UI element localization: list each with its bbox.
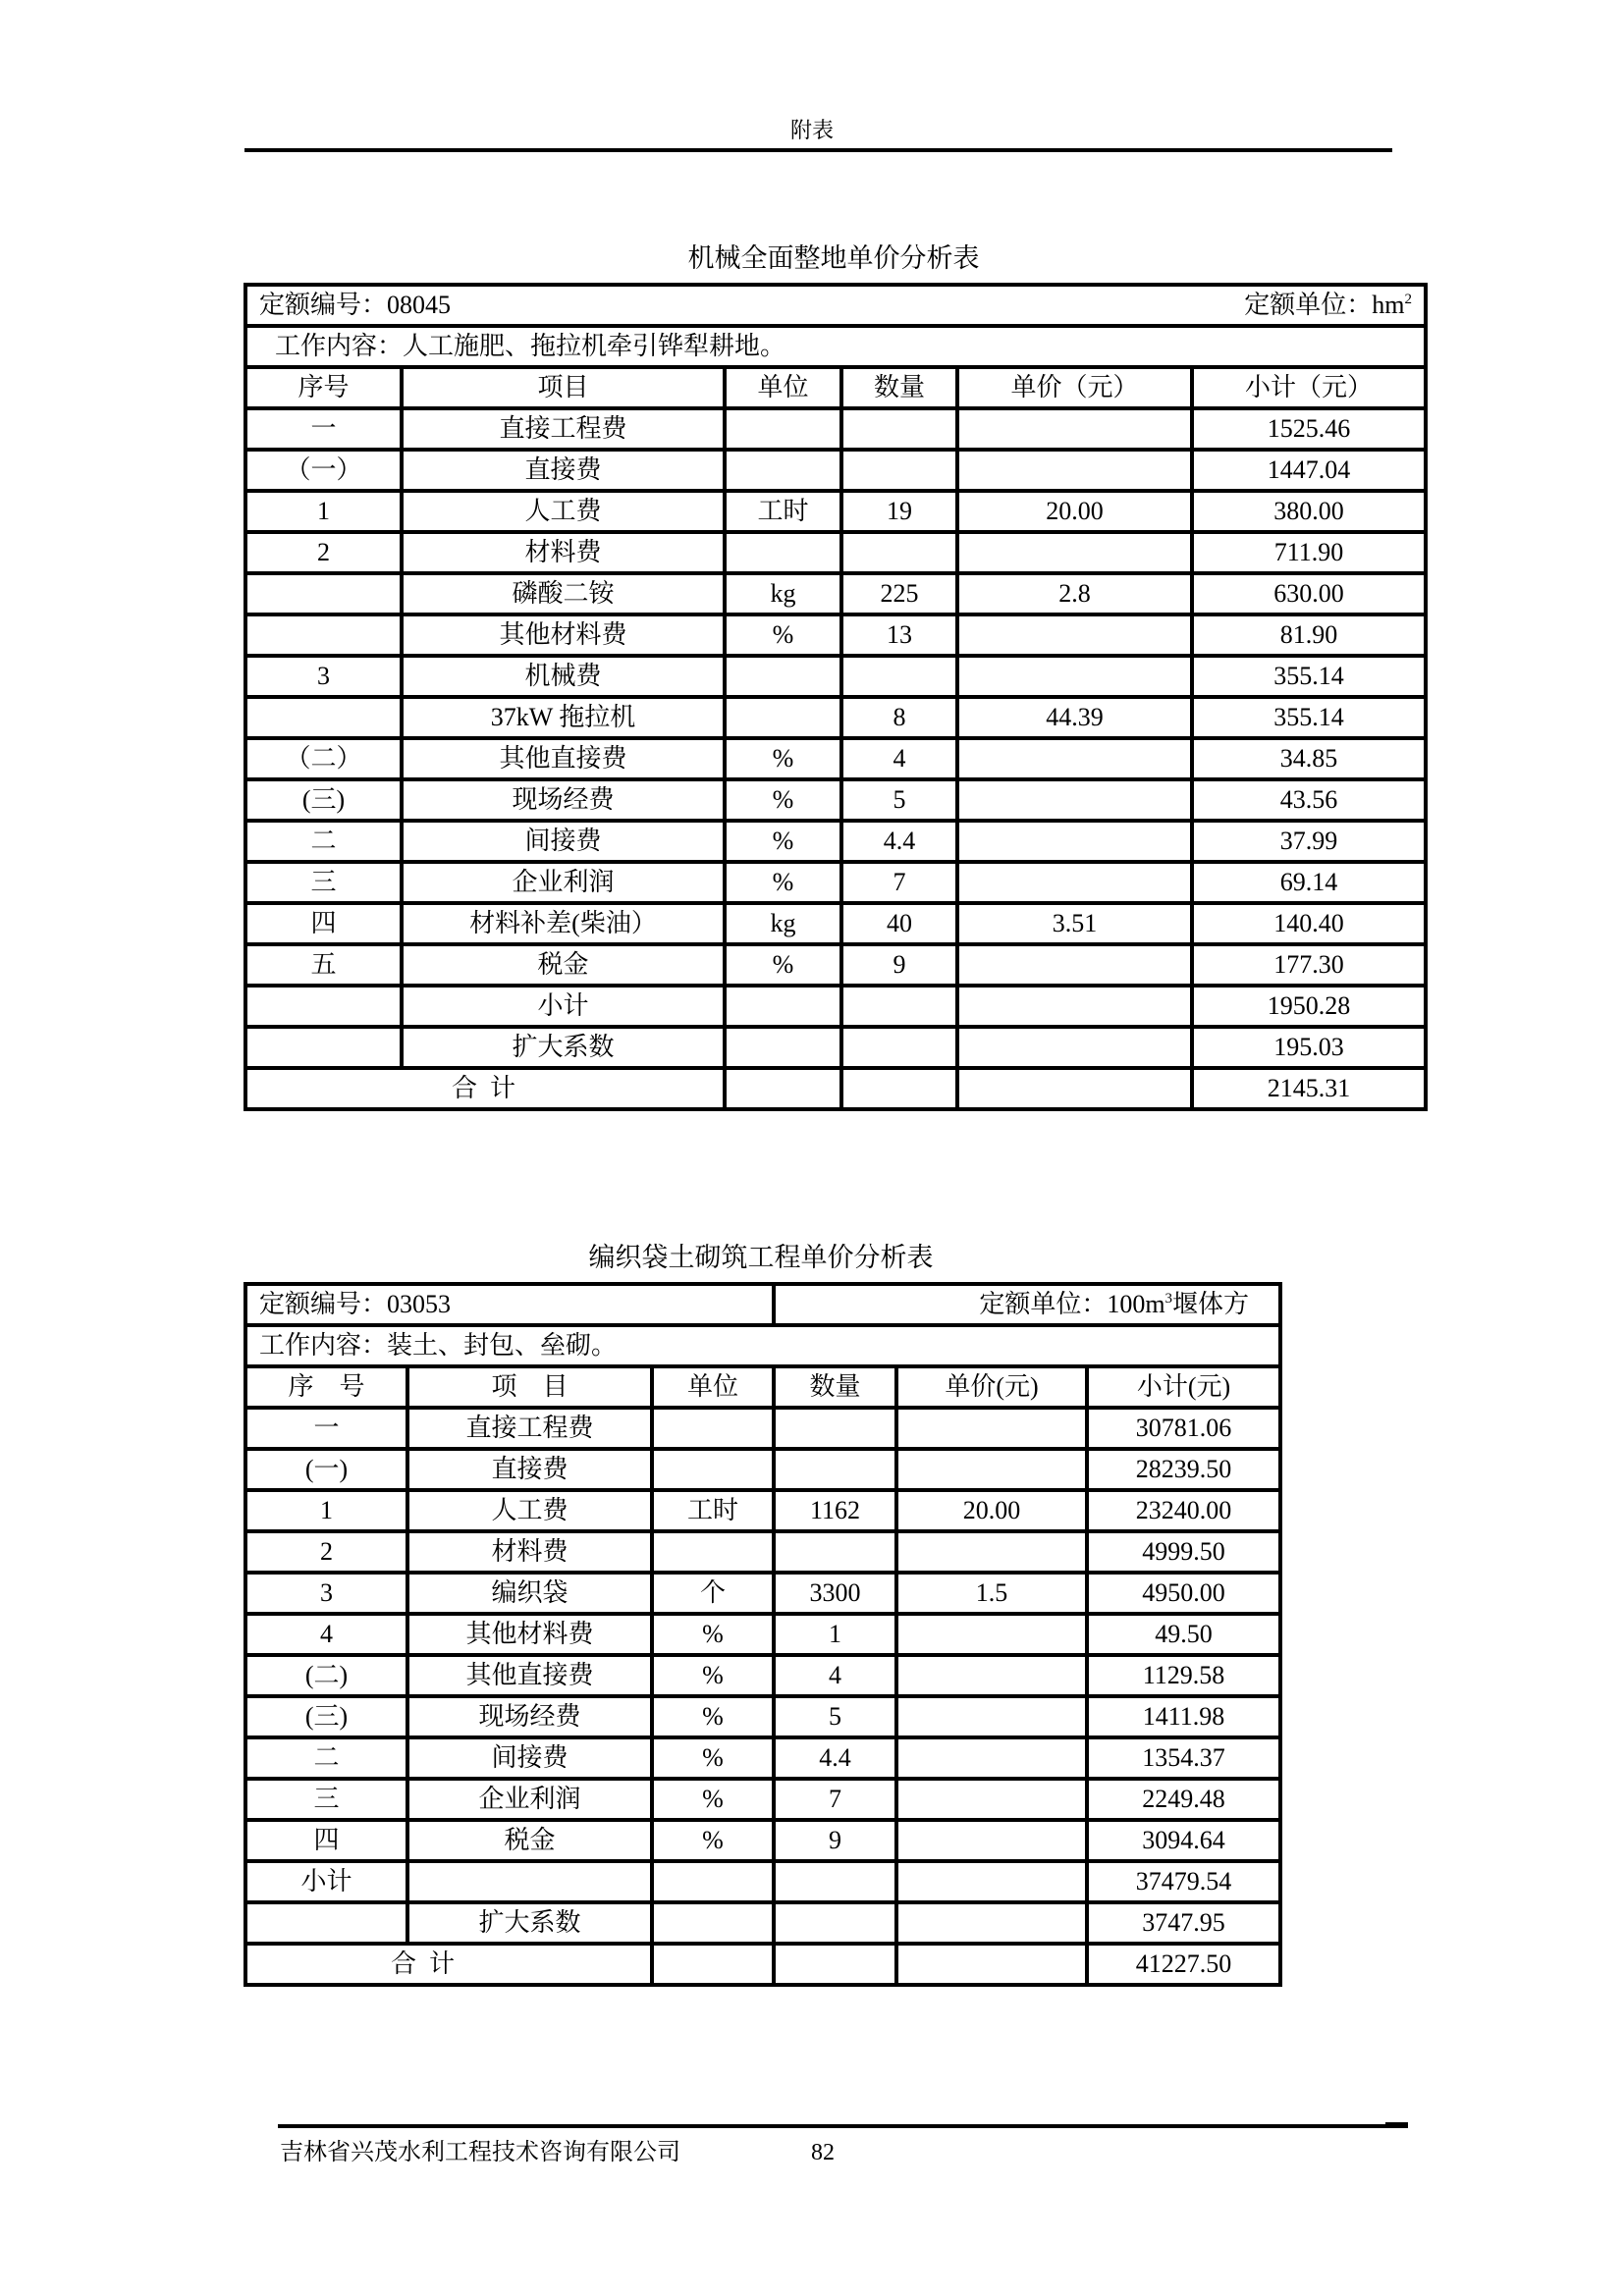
cell-subtotal: 1525.46: [1192, 408, 1426, 450]
cell-qty: 225: [841, 573, 957, 614]
total-value: 2145.31: [1192, 1068, 1426, 1109]
cell-seq: （二）: [245, 738, 402, 779]
cell-price: 20.00: [957, 491, 1192, 532]
cell-unit: 工时: [725, 491, 841, 532]
cell-unit: [652, 1408, 774, 1449]
cell-qty: 4.4: [774, 1737, 896, 1779]
cell-seq: [245, 986, 402, 1027]
table-row: [245, 1408, 1280, 1449]
cell-unit: [652, 1944, 774, 1985]
cell-item: 企业利润: [407, 1779, 652, 1820]
cell-item: 企业利润: [402, 862, 725, 903]
cell-qty: [841, 986, 957, 1027]
cell-seq: 1: [245, 1490, 407, 1531]
cell-unit: %: [725, 614, 841, 656]
column-header: 序号: [245, 367, 402, 408]
cell-price: [957, 450, 1192, 491]
column-header: 项 目: [407, 1366, 652, 1408]
cell-unit: %: [725, 738, 841, 779]
cell-subtotal: 43.56: [1192, 779, 1426, 821]
cell-price: [896, 1820, 1087, 1861]
column-header: 数量: [774, 1366, 896, 1408]
table2-work-content: 工作内容：装土、封包、垒砌。: [245, 1325, 1280, 1366]
cell-item: 扩大系数: [402, 1027, 725, 1068]
cell-seq: 2: [245, 1531, 407, 1573]
table1-quota-unit: 定额单位：$hm^2$: [1244, 291, 1412, 319]
cell-seq: 三: [245, 862, 402, 903]
column-header: 小计（元）: [1192, 367, 1426, 408]
table-row: [245, 491, 1426, 532]
cell-subtotal: 3094.64: [1087, 1820, 1280, 1861]
cell-seq: 四: [245, 903, 402, 944]
cell-unit: 个: [652, 1573, 774, 1614]
total-row: [245, 1068, 1426, 1109]
cell-unit: %: [652, 1737, 774, 1779]
cell-qty: 4: [841, 738, 957, 779]
cell-seq: 二: [245, 1737, 407, 1779]
cell-price: 2.8: [957, 573, 1192, 614]
cell-subtotal: 81.90: [1192, 614, 1426, 656]
table1-quota-number: 定额编号：08045: [259, 291, 452, 319]
cell-price: [957, 862, 1192, 903]
table-row: [245, 1696, 1280, 1737]
cell-subtotal: 177.30: [1192, 944, 1426, 986]
footer-divider-tail: [1385, 2122, 1408, 2127]
cell-seq: 五: [245, 944, 402, 986]
cell-qty: [774, 1408, 896, 1449]
cell-item: 税金: [407, 1820, 652, 1861]
table-row: [245, 573, 1426, 614]
cell-qty: [774, 1861, 896, 1902]
cell-subtotal: 1411.98: [1087, 1696, 1280, 1737]
cell-unit: %: [725, 944, 841, 986]
table-row: [245, 1820, 1280, 1861]
cell-price: [896, 1737, 1087, 1779]
cell-item: 小计: [402, 986, 725, 1027]
table-row: [245, 1902, 1280, 1944]
column-header: 数量: [841, 367, 957, 408]
cell-unit: [652, 1531, 774, 1573]
cell-qty: [774, 1902, 896, 1944]
column-header: 单价(元): [896, 1366, 1087, 1408]
cell-subtotal: 1447.04: [1192, 450, 1426, 491]
cell-seq: 一: [245, 1408, 407, 1449]
page-number: 82: [811, 2140, 835, 2165]
cell-item: 税金: [402, 944, 725, 986]
cell-price: [957, 1068, 1192, 1109]
cell-unit: 工时: [652, 1490, 774, 1531]
cell-unit: %: [725, 779, 841, 821]
cell-item: 材料补差(柴油）: [402, 903, 725, 944]
cell-subtotal: 4950.00: [1087, 1573, 1280, 1614]
cell-qty: [841, 1027, 957, 1068]
cell-item: 编织袋: [407, 1573, 652, 1614]
table-row: [245, 408, 1426, 450]
cell-price: [957, 408, 1192, 450]
table1-work-content-row: [245, 326, 1426, 367]
cell-item: 间接费: [402, 821, 725, 862]
cell-qty: 4: [774, 1655, 896, 1696]
table-row: [245, 1531, 1280, 1573]
cell-price: [957, 986, 1192, 1027]
cell-subtotal: 69.14: [1192, 862, 1426, 903]
cell-price: [957, 532, 1192, 573]
cell-price: [957, 779, 1192, 821]
table-row: [245, 614, 1426, 656]
cell-qty: [774, 1449, 896, 1490]
table-row: [245, 656, 1426, 697]
cell-qty: [841, 408, 957, 450]
cell-item: 直接工程费: [402, 408, 725, 450]
cell-subtotal: 37479.54: [1087, 1861, 1280, 1902]
table-row: [245, 944, 1426, 986]
cell-unit: %: [652, 1614, 774, 1655]
column-header: 项目: [402, 367, 725, 408]
table2-unit-price-analysis: [244, 1282, 1282, 1987]
cell-subtotal: 49.50: [1087, 1614, 1280, 1655]
cell-qty: 8: [841, 697, 957, 738]
cell-price: 20.00: [896, 1490, 1087, 1531]
cell-subtotal: 355.14: [1192, 697, 1426, 738]
cell-item: 其他直接费: [402, 738, 725, 779]
cell-seq: 三: [245, 1779, 407, 1820]
cell-qty: [841, 532, 957, 573]
cell-price: [896, 1861, 1087, 1902]
table2-title: 编织袋土砌筑工程单价分析表: [588, 1243, 934, 1272]
cell-price: [957, 1027, 1192, 1068]
cell-item: 机械费: [402, 656, 725, 697]
total-label: 合 计: [245, 1944, 652, 1985]
page-header-title: 附表: [789, 118, 834, 142]
cell-item: 直接费: [402, 450, 725, 491]
cell-item: 磷酸二铵: [402, 573, 725, 614]
cell-subtotal: 28239.50: [1087, 1449, 1280, 1490]
table-row: [245, 450, 1426, 491]
table-row: [245, 779, 1426, 821]
cell-seq: 2: [245, 532, 402, 573]
cell-seq: 4: [245, 1614, 407, 1655]
cell-qty: 7: [841, 862, 957, 903]
cell-qty: 1: [774, 1614, 896, 1655]
cell-subtotal: 195.03: [1192, 1027, 1426, 1068]
cell-qty: 9: [841, 944, 957, 986]
cell-item: 直接工程费: [407, 1408, 652, 1449]
cell-item: 扩大系数: [407, 1902, 652, 1944]
table-row: [245, 1027, 1426, 1068]
cell-unit: [725, 1027, 841, 1068]
cell-seq: (三): [245, 779, 402, 821]
table-row: [245, 903, 1426, 944]
cell-subtotal: 3747.95: [1087, 1902, 1280, 1944]
cell-subtotal: 30781.06: [1087, 1408, 1280, 1449]
cell-price: [896, 1408, 1087, 1449]
cell-seq: (一): [245, 1449, 407, 1490]
cell-qty: 5: [841, 779, 957, 821]
cell-qty: 5: [774, 1696, 896, 1737]
cell-seq: [245, 697, 402, 738]
cell-price: [896, 1944, 1087, 1985]
cell-subtotal: 2249.48: [1087, 1779, 1280, 1820]
cell-price: [896, 1779, 1087, 1820]
table-row: [245, 821, 1426, 862]
table-row: [245, 697, 1426, 738]
cell-item: 直接费: [407, 1449, 652, 1490]
cell-seq: [245, 614, 402, 656]
table2-quota-row: [245, 1284, 1280, 1325]
table1-header-row: [245, 367, 1426, 408]
cell-seq: 3: [245, 1573, 407, 1614]
cell-unit: [725, 532, 841, 573]
column-header: 单位: [652, 1366, 774, 1408]
cell-unit: %: [725, 862, 841, 903]
table-row: [245, 1861, 1280, 1902]
table2-quota-number: 定额编号：03053: [245, 1284, 774, 1325]
cell-item: 间接费: [407, 1737, 652, 1779]
cell-item: 人工费: [407, 1490, 652, 1531]
cell-unit: [725, 986, 841, 1027]
cell-qty: 1162: [774, 1490, 896, 1531]
cell-seq: (三): [245, 1696, 407, 1737]
footer-divider: [278, 2124, 1408, 2128]
cell-qty: [774, 1531, 896, 1573]
cell-qty: 4.4: [841, 821, 957, 862]
cell-qty: 13: [841, 614, 957, 656]
cell-subtotal: 23240.00: [1087, 1490, 1280, 1531]
table-row: [245, 738, 1426, 779]
cell-item: 37kW 拖拉机: [402, 697, 725, 738]
cell-item: 其他材料费: [402, 614, 725, 656]
cell-item: [407, 1861, 652, 1902]
total-value: 41227.50: [1087, 1944, 1280, 1985]
table1-quota-row: [245, 285, 1426, 326]
cell-unit: kg: [725, 573, 841, 614]
cell-unit: [725, 408, 841, 450]
header-divider: [244, 148, 1392, 152]
table2-quota-unit: 定额单位：$100m^3$堰体方: [774, 1284, 1280, 1325]
cell-unit: [652, 1449, 774, 1490]
cell-seq: [245, 1027, 402, 1068]
cell-item: 其他材料费: [407, 1614, 652, 1655]
table-row: [245, 1737, 1280, 1779]
table-row: [245, 1655, 1280, 1696]
cell-subtotal: 37.99: [1192, 821, 1426, 862]
cell-subtotal: 711.90: [1192, 532, 1426, 573]
table-row: [245, 1449, 1280, 1490]
cell-price: [957, 738, 1192, 779]
column-header: 单价（元）: [957, 367, 1192, 408]
cell-unit: [652, 1902, 774, 1944]
table2-header-row: [245, 1366, 1280, 1408]
cell-unit: [725, 697, 841, 738]
cell-price: [896, 1696, 1087, 1737]
table-row: [245, 1573, 1280, 1614]
table-row: [245, 1490, 1280, 1531]
footer-company-name: 吉林省兴茂水利工程技术咨询有限公司: [280, 2140, 680, 2165]
cell-qty: 9: [774, 1820, 896, 1861]
cell-unit: kg: [725, 903, 841, 944]
cell-seq: 3: [245, 656, 402, 697]
cell-price: 44.39: [957, 697, 1192, 738]
table1-work-content: 工作内容：人工施肥、拖拉机牵引铧犁耕地。: [245, 326, 1426, 367]
cell-subtotal: 34.85: [1192, 738, 1426, 779]
cell-price: [957, 656, 1192, 697]
cell-seq: [245, 573, 402, 614]
cell-price: [957, 821, 1192, 862]
cell-unit: [725, 1068, 841, 1109]
cell-unit: %: [652, 1779, 774, 1820]
table-row: [245, 532, 1426, 573]
cell-unit: %: [725, 821, 841, 862]
cell-subtotal: 1950.28: [1192, 986, 1426, 1027]
cell-item: 现场经费: [407, 1696, 652, 1737]
cell-seq: 四: [245, 1820, 407, 1861]
total-label: 合 计: [245, 1068, 725, 1109]
cell-seq: 1: [245, 491, 402, 532]
cell-qty: 7: [774, 1779, 896, 1820]
column-header: 单位: [725, 367, 841, 408]
table-row: [245, 1614, 1280, 1655]
cell-seq: 二: [245, 821, 402, 862]
cell-qty: 19: [841, 491, 957, 532]
column-header: 序 号: [245, 1366, 407, 1408]
cell-subtotal: 355.14: [1192, 656, 1426, 697]
cell-unit: %: [652, 1820, 774, 1861]
cell-price: [896, 1655, 1087, 1696]
cell-seq: [245, 1902, 407, 1944]
cell-unit: [652, 1861, 774, 1902]
table-row: [245, 1779, 1280, 1820]
cell-price: [896, 1902, 1087, 1944]
cell-item: 材料费: [402, 532, 725, 573]
cell-subtotal: 4999.50: [1087, 1531, 1280, 1573]
cell-qty: 40: [841, 903, 957, 944]
cell-price: [896, 1614, 1087, 1655]
table-row: [245, 986, 1426, 1027]
cell-qty: [841, 1068, 957, 1109]
cell-qty: [774, 1944, 896, 1985]
cell-qty: [841, 656, 957, 697]
cell-item: 人工费: [402, 491, 725, 532]
cell-subtotal: 1354.37: [1087, 1737, 1280, 1779]
cell-qty: 3300: [774, 1573, 896, 1614]
cell-price: [957, 944, 1192, 986]
cell-subtotal: 140.40: [1192, 903, 1426, 944]
cell-price: 1.5: [896, 1573, 1087, 1614]
table2-work-content-row: [245, 1325, 1280, 1366]
cell-subtotal: 1129.58: [1087, 1655, 1280, 1696]
cell-unit: [725, 656, 841, 697]
table1-unit-price-analysis: [244, 283, 1428, 1111]
cell-seq: (二): [245, 1655, 407, 1696]
table1-title: 机械全面整地单价分析表: [687, 243, 980, 273]
cell-seq: 一: [245, 408, 402, 450]
table-row: [245, 862, 1426, 903]
cell-price: [896, 1449, 1087, 1490]
column-header: 小计(元): [1087, 1366, 1280, 1408]
cell-qty: [841, 450, 957, 491]
cell-subtotal: 380.00: [1192, 491, 1426, 532]
cell-item: 材料费: [407, 1531, 652, 1573]
cell-unit: %: [652, 1696, 774, 1737]
cell-price: [896, 1531, 1087, 1573]
cell-seq: 小计: [245, 1861, 407, 1902]
cell-subtotal: 630.00: [1192, 573, 1426, 614]
cell-price: 3.51: [957, 903, 1192, 944]
cell-unit: [725, 450, 841, 491]
cell-seq: （一）: [245, 450, 402, 491]
cell-unit: %: [652, 1655, 774, 1696]
cell-item: 现场经费: [402, 779, 725, 821]
cell-price: [957, 614, 1192, 656]
total-row: [245, 1944, 1280, 1985]
cell-item: 其他直接费: [407, 1655, 652, 1696]
